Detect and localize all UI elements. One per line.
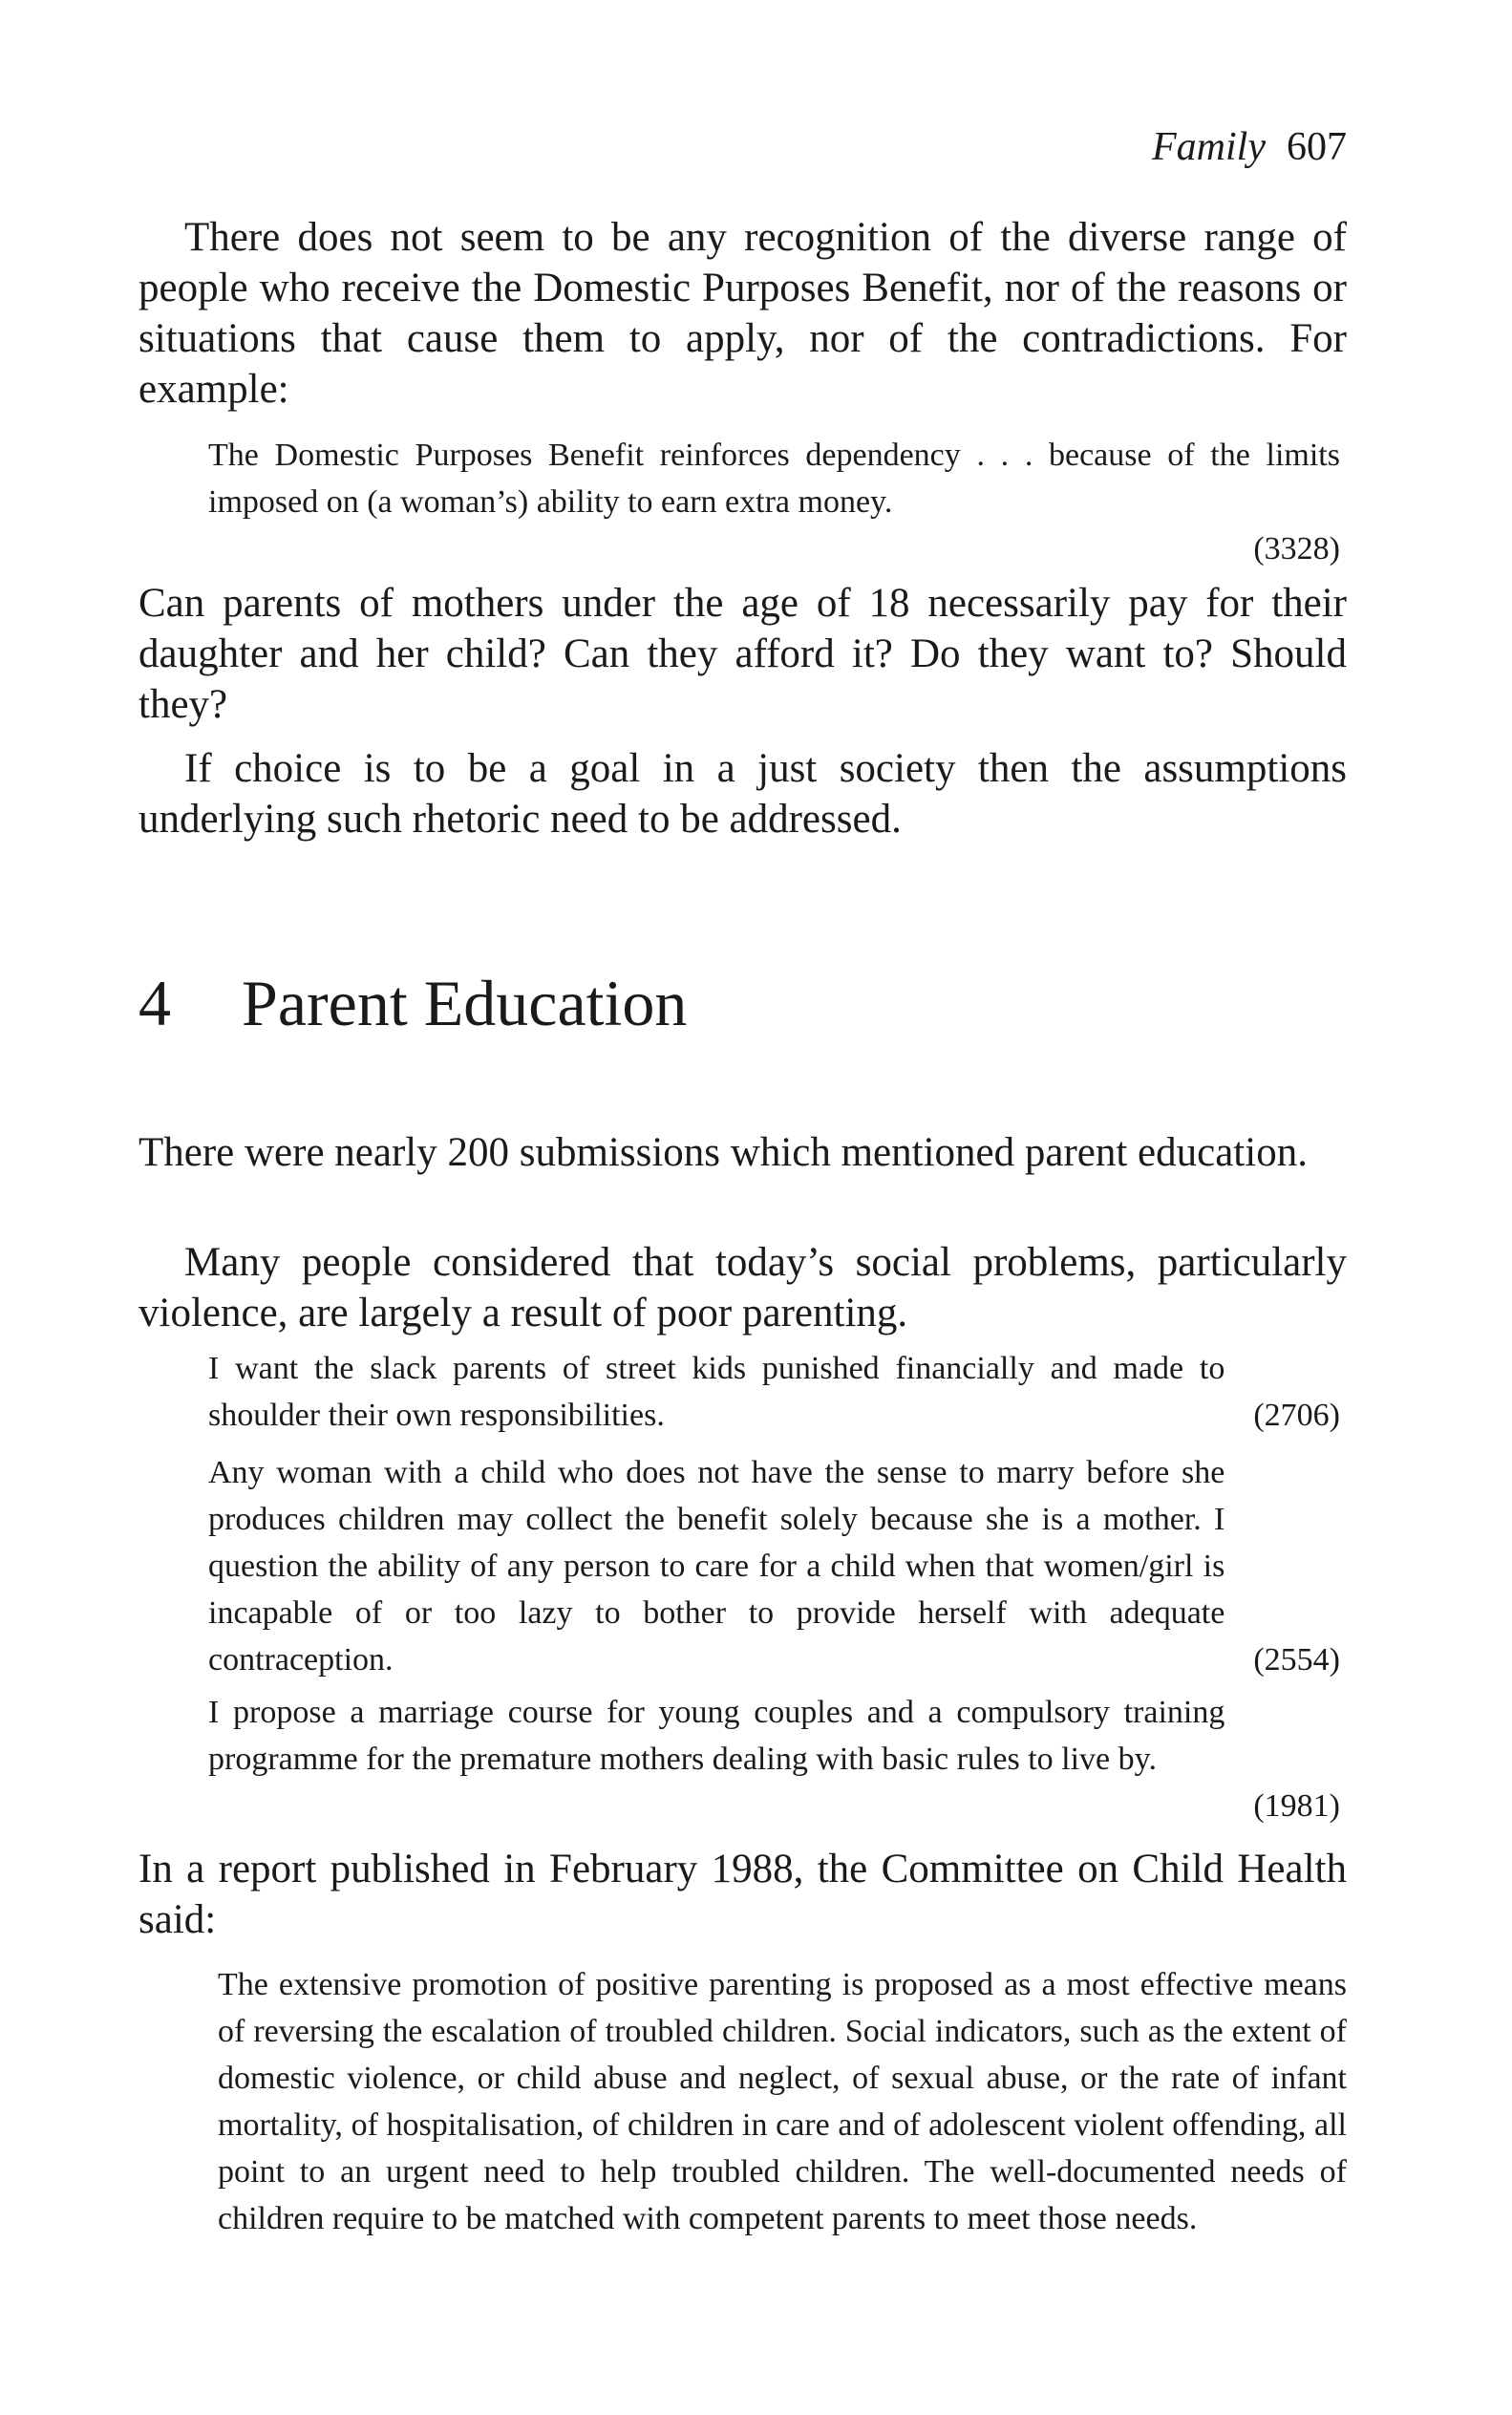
quote-text: The Domestic Purposes Benefit reinforces dependency . . . because of the limits imposed on (a woman’s) ability to earn extra money. — [208, 438, 1340, 520]
running-head-section: Family — [1152, 125, 1266, 169]
block-quote-3328 — [208, 432, 1340, 572]
quote-text: The extensive promotion of positive parenting is proposed as a most effective means of reversing the escalation of troubled children. Social indicators, such as the extent of domestic violence, or child abuse and neglect, of sexual abuse, or the rate of infant mortality, of hospitalisation, of children in care and of adolescent violent offending, all point to an urgent need to help troubled children. The well-documented needs of children require to be matched with competent parents to meet those needs. — [218, 1967, 1347, 2236]
quote-reference: (1981) — [1253, 1788, 1340, 1824]
chapter-heading — [138, 965, 687, 1041]
paragraph-dpb-recognition: There does not seem to be any recognition of the diverse range of people who receive the Domestic Purposes Benefit, nor of the reasons or situations that cause them to apply, nor of the contradictions. For example: — [138, 215, 1347, 412]
paragraph-submissions: There were nearly 200 submissions which mentioned parent education. — [138, 1130, 1308, 1175]
paragraph-poor-parenting: Many people considered that today’s social problems, particularly violence, are largely a result of poor parenting. — [138, 1240, 1347, 1336]
block-quote-1981 — [208, 1689, 1340, 1829]
chapter-number: 4 — [138, 967, 171, 1039]
page-number: 607 — [1287, 125, 1347, 169]
chapter-title: Parent Education — [242, 967, 688, 1039]
quote-reference: (2554) — [1253, 1642, 1340, 1678]
running-head — [1032, 122, 1347, 172]
block-quote-child-health — [218, 1961, 1347, 2242]
block-quote-2706 — [208, 1345, 1340, 1439]
paragraph-choice: If choice is to be a goal in a just society then the assumptions underlying such rhetoric need to be addressed. — [138, 746, 1347, 842]
quote-text: I want the slack parents of street kids punished financially and made to shoulder their own responsibilities. — [208, 1351, 1225, 1433]
quote-reference: (3328) — [1253, 531, 1340, 566]
paragraph-parents-questions: Can parents of mothers under the age of 18 necessarily pay for their daughter and her child? Can they afford it? Do they want to? Should they? — [138, 581, 1347, 727]
quote-text: Any woman with a child who does not have the sense to marry before she produces children may collect the benefit solely because she is a mother. I question the ability of any person to care for a child when that women/girl is incapable of or too lazy to bother to provide herself with adequate contraception. — [208, 1455, 1225, 1678]
paragraph-committee-report: In a report published in February 1988, the Committee on Child Health said: — [138, 1847, 1347, 1942]
quote-reference: (2706) — [1253, 1398, 1340, 1433]
block-quote-2554 — [208, 1449, 1340, 1683]
quote-text: I propose a marriage course for young couples and a compulsory training programme for the premature mothers dealing with basic rules to live by. — [208, 1695, 1225, 1777]
